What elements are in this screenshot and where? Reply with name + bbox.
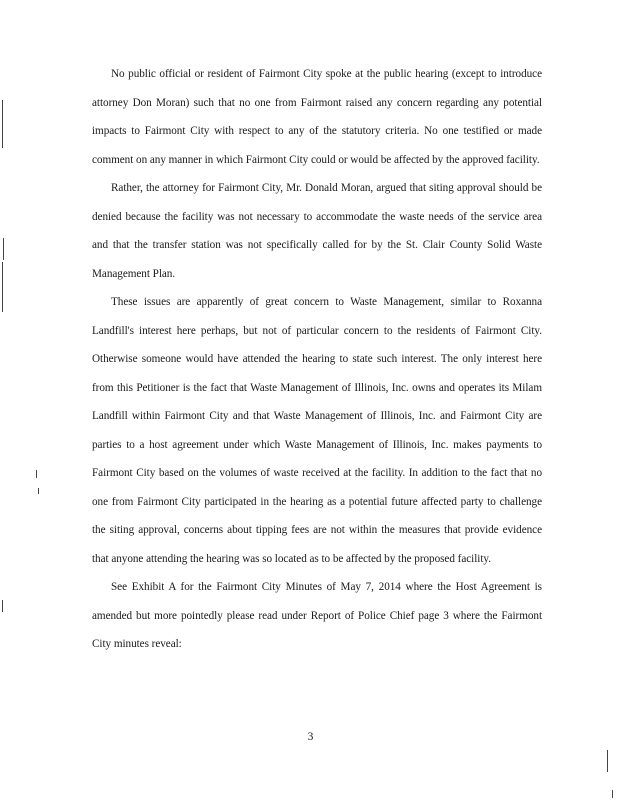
paragraph-3: These issues are apparently of great concern to Waste Management, similar to Roxanna Landfill's interest here perhaps, but not of particular concern to the residents of Fairmont City. Otherwise someone would have attended the hearing to state such interest. The only interest here from this Petitioner is the fact that Waste Management of Illinois, Inc. owns and operates its Milam Landfill within Fairmont City and that Waste Management of Illinois, Inc. and Fairmont City are parties to a host agreement under which Waste Management of Illinois, Inc. makes payments to Fairmont City based on the volumes of waste received at the facility. In addition to the fact that no one from Fairmont City participated in the hearing as a potential future affected party to challenge the siting approval, concerns about tipping fees are not within the measures that provide evidence that anyone attending the hearing was so located as to be affected by the proposed facility. bbox=[92, 296, 542, 565]
scan-mark bbox=[2, 600, 3, 612]
paragraph-1: No public official or resident of Fairmont City spoke at the public hearing (except to introduce attorney Don Moran) such that no one from Fairmont raised any concern regarding any potential impacts to Fairmont City with respect to any of the statutory criteria. No one testified or made comment on any manner in which Fairmont City could or would be affected by the approved facility. bbox=[92, 68, 542, 166]
scan-mark bbox=[38, 488, 39, 494]
scan-mark bbox=[612, 790, 613, 798]
scan-mark bbox=[2, 100, 3, 148]
paragraph-2: Rather, the attorney for Fairmont City, Mr. Donald Moran, argued that siting approval should be denied because the facility was not necessary to accommodate the waste needs of the service area and that the transfer station was not specifically called for by the St. Clair County Solid Waste Management Plan. bbox=[92, 182, 542, 280]
page-number: 3 bbox=[307, 731, 314, 743]
document-body bbox=[92, 60, 542, 659]
scan-mark bbox=[3, 238, 4, 260]
scan-mark bbox=[607, 750, 608, 772]
paragraph-4: See Exhibit A for the Fairmont City Minutes of May 7, 2014 where the Host Agreement is amended but more pointedly please read under Report of Police Chief page 3 where the Fairmont City minutes reveal: bbox=[92, 581, 542, 650]
scan-mark bbox=[36, 470, 37, 478]
scan-mark bbox=[2, 262, 3, 312]
